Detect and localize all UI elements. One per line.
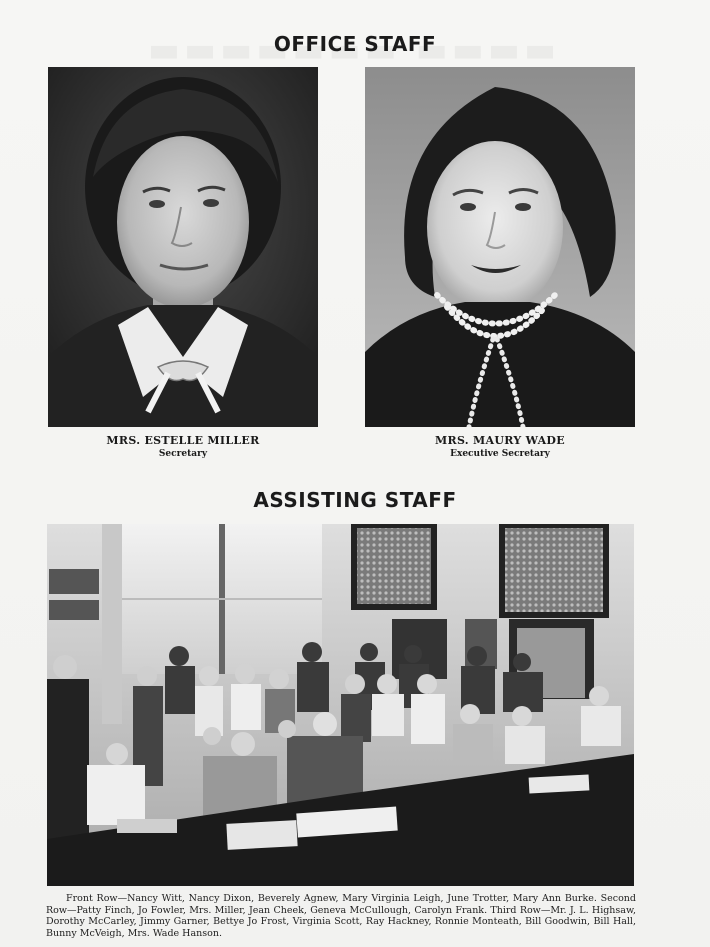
assisting-staff-group-photo (47, 524, 634, 886)
portrait-photo-secretary (48, 67, 318, 427)
caption-executive-secretary (365, 433, 635, 461)
office-staff-heading: OFFICE STAFF (273, 32, 437, 56)
caption-secretary (48, 433, 318, 461)
assisting-staff-heading: ASSISTING STAFF (253, 488, 457, 512)
staff-name: MRS. MAURY WADE (435, 434, 565, 447)
staff-title: Executive Secretary (450, 449, 550, 459)
staff-name: MRS. ESTELLE MILLER (106, 434, 260, 447)
group-photo-caption: Front Row—Nancy Witt, Nancy Dixon, Beverely Agnew, Mary Virginia Leigh, June Trotter, Mary Ann Burke. Second Row—Patty Finch, Jo Fowler, Mrs. Miller, Jean Cheek, Geneva McCullough, Carolyn Frank. Third Row—Mr. J. L. Highsaw, Dorothy McCarley, Jimmy Garner, Bettye Jo Frost, Virginia Scott, Ray Hackney, Ronnie Monteath, Bill Goodwin, Bill Hall, Bunny McVeigh, Mrs. Wade Hanson. (46, 893, 636, 939)
staff-title: Secretary (158, 449, 208, 459)
portrait-photo-executive-secretary (365, 67, 635, 427)
